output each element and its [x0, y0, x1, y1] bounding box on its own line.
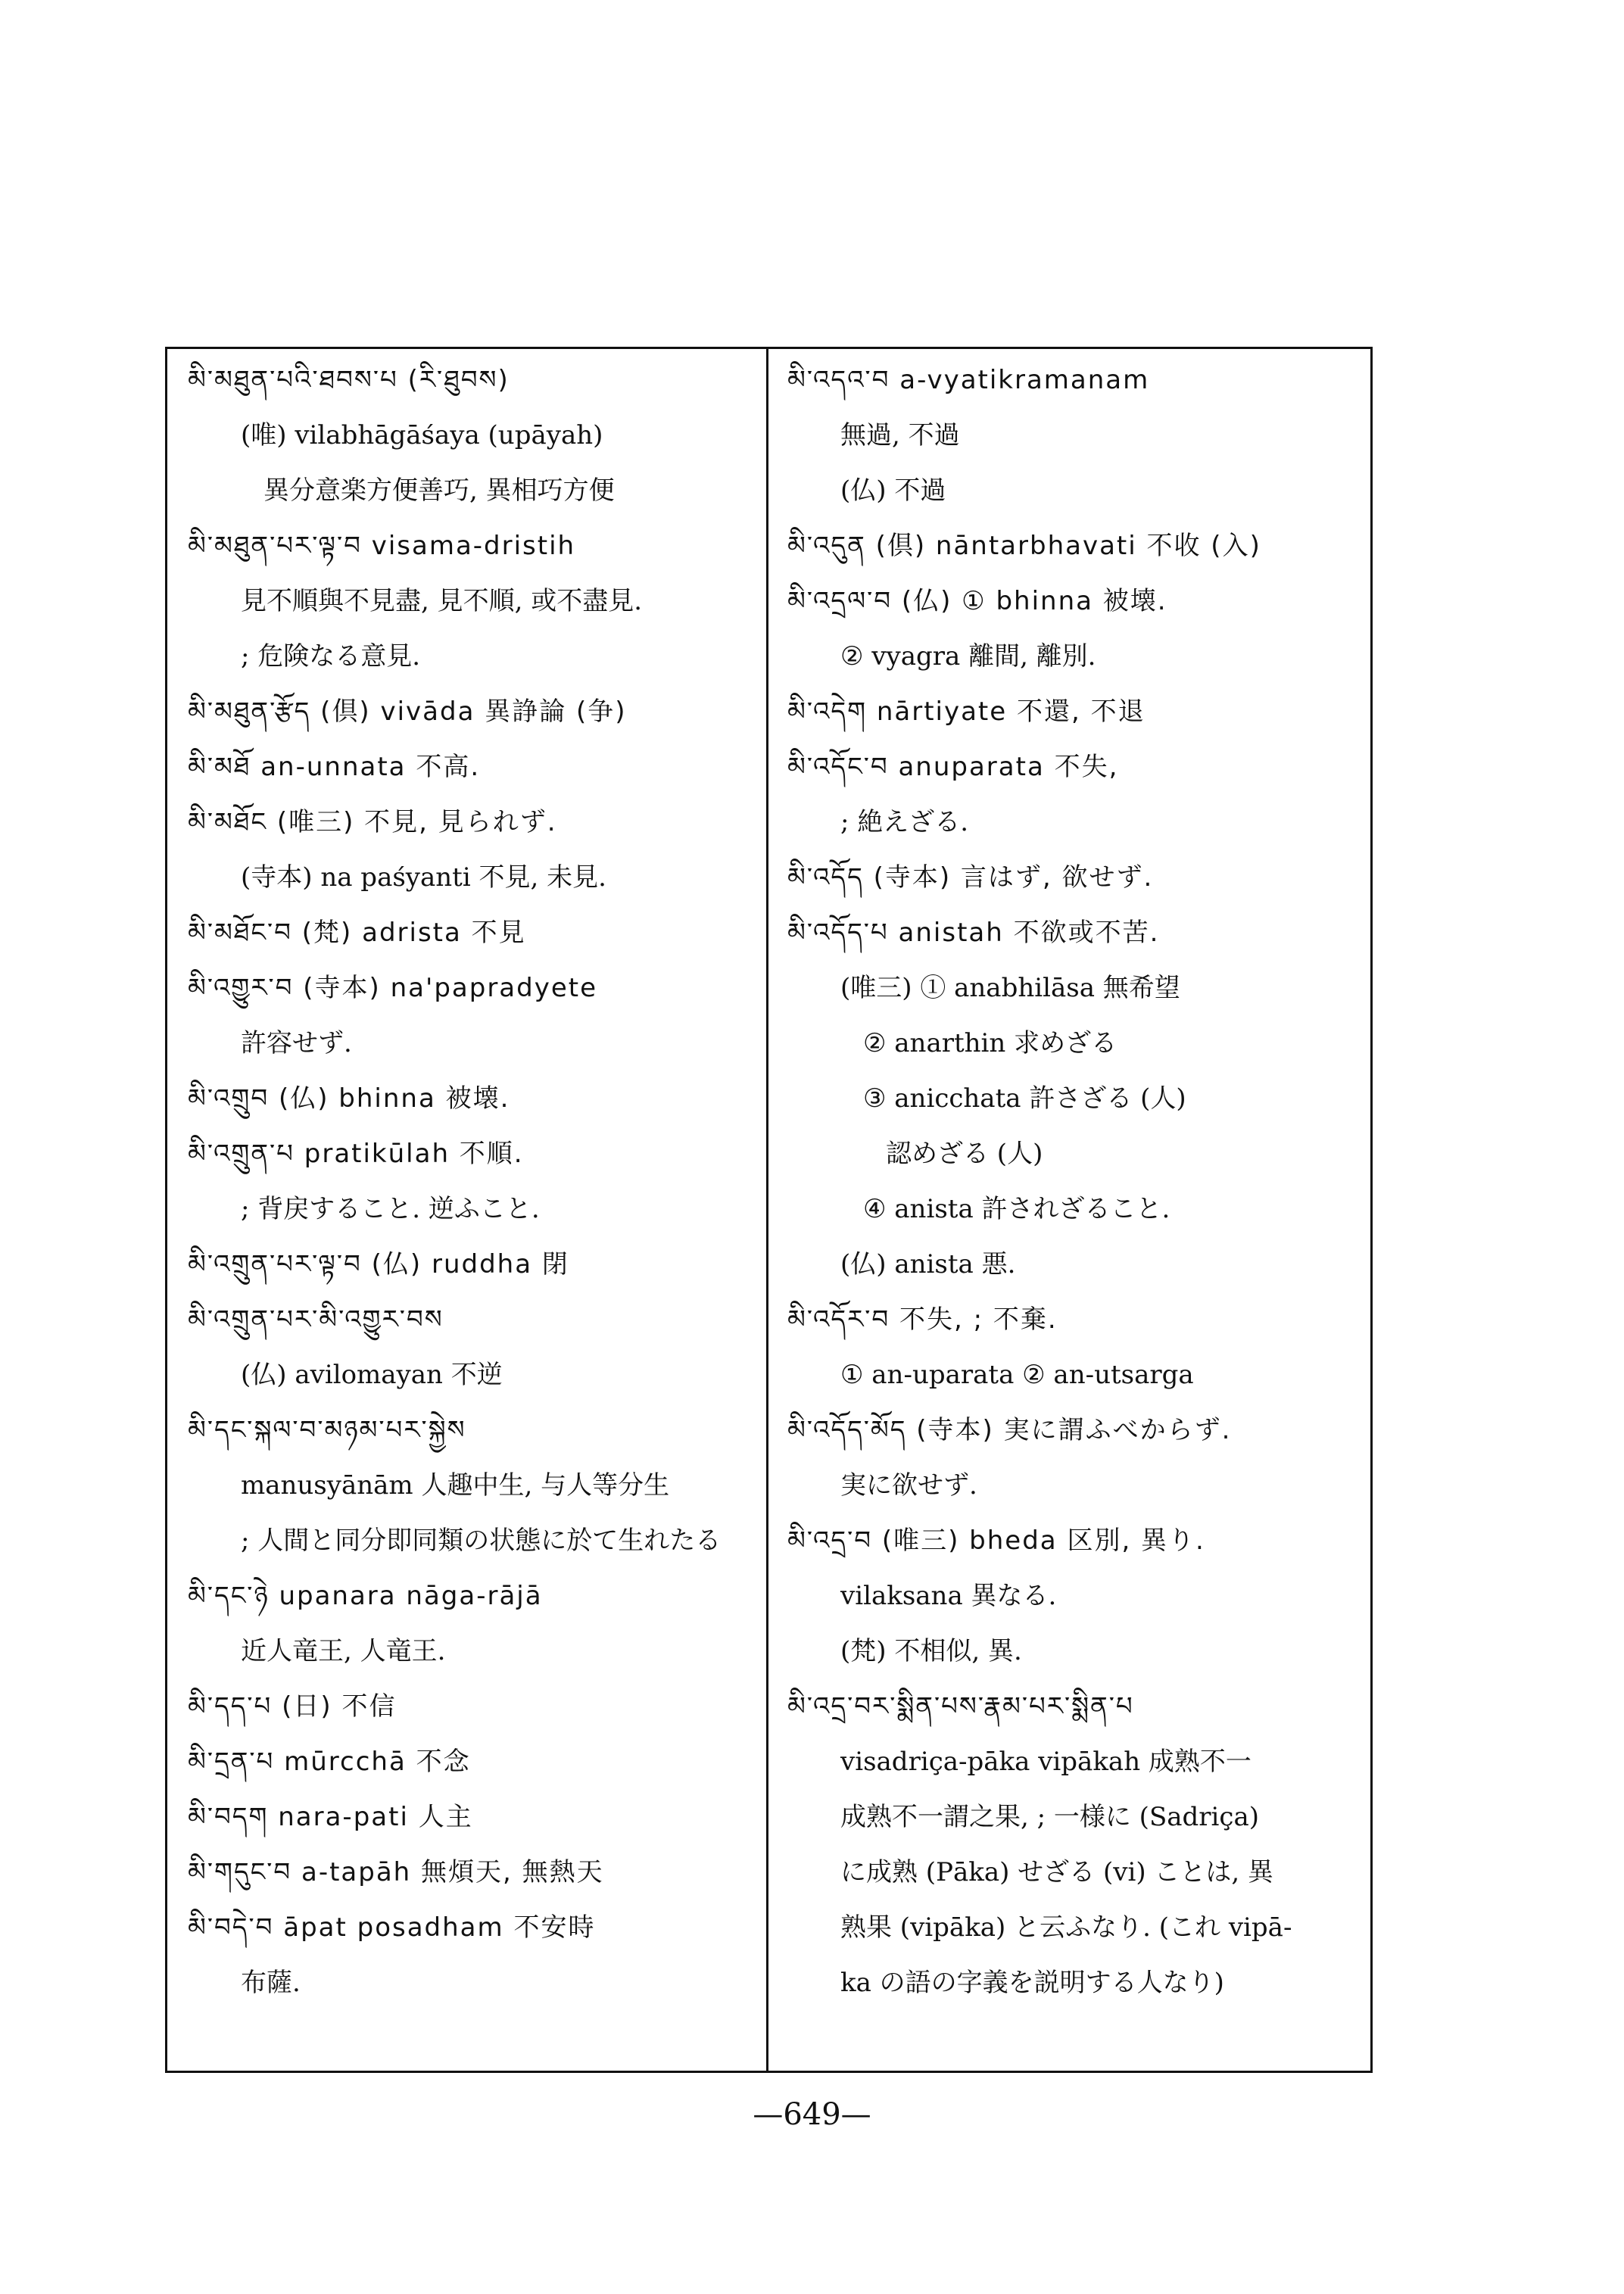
dictionary-line: མི་འགྲུན་པ pratikūlah 不順. [188, 1139, 524, 1169]
dictionary-line: མི་མཐུན་རྩོད (倶) vivāda 異諍論 (争) [188, 697, 627, 727]
dictionary-line: (仏) 不過 [840, 475, 946, 506]
dictionary-line: མི་མཐུན་པར་ལྟ་བ visama-dristih [188, 531, 576, 561]
dictionary-line: མི་འདྲ་བ (唯三) bheda 区別, 異り. [787, 1526, 1205, 1556]
dictionary-line: ③ anicchata 許さざる (人) [863, 1083, 1186, 1114]
dictionary-line: (寺本) na paśyanti 不見, 未見. [241, 862, 606, 893]
dictionary-line: མི་དང་ཉེ upanara nāga-rājā [188, 1581, 543, 1611]
dictionary-line: (梵) 不相似, 異. [840, 1636, 1022, 1666]
dictionary-line: མི་འདེག nārtiyate 不還, 不退 [787, 697, 1146, 727]
dictionary-line: ② vyagra 離間, 離別. [840, 641, 1096, 672]
dictionary-line: མི་བདེ་བ āpat posadham 不安時 [188, 1912, 596, 1943]
dictionary-line: མི་འགྲུབ (仏) bhinna 被壊. [188, 1083, 510, 1114]
dictionary-line: མི་མཐོང་བ (梵) adrista 不見 [188, 918, 526, 948]
dictionary-line: (唯三) ① anabhilāsa 無希望 [840, 973, 1180, 1003]
dictionary-line: མི་འདུན (倶) nāntarbhavati 不收 (入) [787, 531, 1261, 561]
dictionary-line: ④ anista 許されざること. [863, 1194, 1170, 1224]
dictionary-line: མི་དང་སྐལ་བ་མཉམ་པར་སྐྱེས [188, 1415, 466, 1445]
dictionary-line: མི་དྲན་པ mūrcchā 不念 [188, 1747, 471, 1777]
page-number: —649— [753, 2097, 871, 2132]
dictionary-line: ② anarthin 求めざる [863, 1028, 1117, 1058]
dictionary-line: མི་འགྱུར་བ (寺本) na'papradyete [188, 973, 598, 1003]
dictionary-line: 異分意楽方便善巧, 異相巧方便 [263, 475, 615, 506]
dictionary-line: ; 危険なる意見. [241, 641, 421, 672]
dictionary-line: མི་འདོད (寺本) 言はず, 欲せず. [787, 862, 1154, 893]
dictionary-line: མི་འདོང་བ anuparata 不失, [787, 752, 1119, 782]
dictionary-line: མི་འདྲལ་བ (仏) ① bhinna 被壊. [787, 586, 1167, 616]
dictionary-line: に成熟 (Pāka) せざる (vi) ことは, 異 [840, 1857, 1274, 1887]
dictionary-line: མི་འདོད་མོད (寺本) 実に謂ふべからず. [787, 1415, 1232, 1445]
dictionary-line: མི་འདའ་བ a-vyatikramanam [787, 365, 1150, 395]
dictionary-line: 認めざる (人) [886, 1139, 1043, 1169]
dictionary-line: མི་གདུང་བ a-tapāh 無煩天, 無熱天 [188, 1857, 604, 1887]
dictionary-line: ; 背戻すること. 逆ふこと. [241, 1194, 540, 1224]
dictionary-line: མི་འགྲུན་པར་ལྟ་བ (仏) ruddha 閉 [188, 1249, 569, 1279]
dictionary-line: མི་འགྲུན་པར་མི་འགྱུར་བས [188, 1304, 444, 1335]
dictionary-line: ; 絶えざる. [840, 807, 969, 837]
dictionary-line: 実に欲せず. [840, 1470, 977, 1501]
dictionary-line: 見不順與不見盡, 見不順, 或不盡見. [241, 586, 643, 616]
dictionary-line: མི་མཐོང (唯三) 不見, 見られず. [188, 807, 557, 837]
column-divider [766, 348, 768, 2071]
dictionary-line: vilaksana 異なる. [840, 1581, 1057, 1611]
dictionary-line: ① an-uparata ② an-utsarga [840, 1360, 1194, 1390]
dictionary-line: མི་མཐོ an-unnata 不高. [188, 752, 481, 782]
dictionary-line: 無過, 不過 [840, 420, 960, 450]
dictionary-line: 熟果 (vipāka) と云ふなり. (これ vipā- [840, 1912, 1292, 1943]
dictionary-line: མི་འདྲ་བར་སྨིན་པས་རྣམ་པར་སྨིན་པ [787, 1691, 1134, 1722]
dictionary-line: (唯) vilabhāgāśaya (upāyah) [241, 420, 603, 450]
dictionary-line: 成熟不一謂之果, ; 一様に (Sadriça) [840, 1802, 1259, 1832]
dictionary-line: 布薩. [241, 1968, 301, 1998]
dictionary-line: ; 人間と同分即同類の状態に於て生れたる [241, 1526, 722, 1556]
dictionary-line: manusyānām 人趣中生, 与人等分生 [241, 1470, 670, 1501]
dictionary-line: visadriça-pāka vipākah 成熟不一 [840, 1747, 1252, 1777]
dictionary-line: མི་འདོད་པ anistah 不欲或不苦. [787, 918, 1160, 948]
dictionary-line: 許容せず. [241, 1028, 352, 1058]
dictionary-line: 近人竜王, 人竜王. [241, 1636, 446, 1666]
dictionary-line: མི་འདོར་བ 不失, ; 不棄. [787, 1304, 1058, 1335]
dictionary-line: མི་མཐུན་པའི་ཐབས་པ (རི་ཐུབས) [188, 365, 510, 395]
dictionary-line: མི་དད་པ (日) 不信 [188, 1691, 397, 1722]
dictionary-line: མི་བདག nara-pati 人主 [188, 1802, 473, 1832]
dictionary-line: ka の語の字義を説明する人なり) [840, 1968, 1224, 1998]
dictionary-line: (仏) anista 悪. [840, 1249, 1016, 1279]
dictionary-line: (仏) avilomayan 不逆 [241, 1360, 503, 1390]
